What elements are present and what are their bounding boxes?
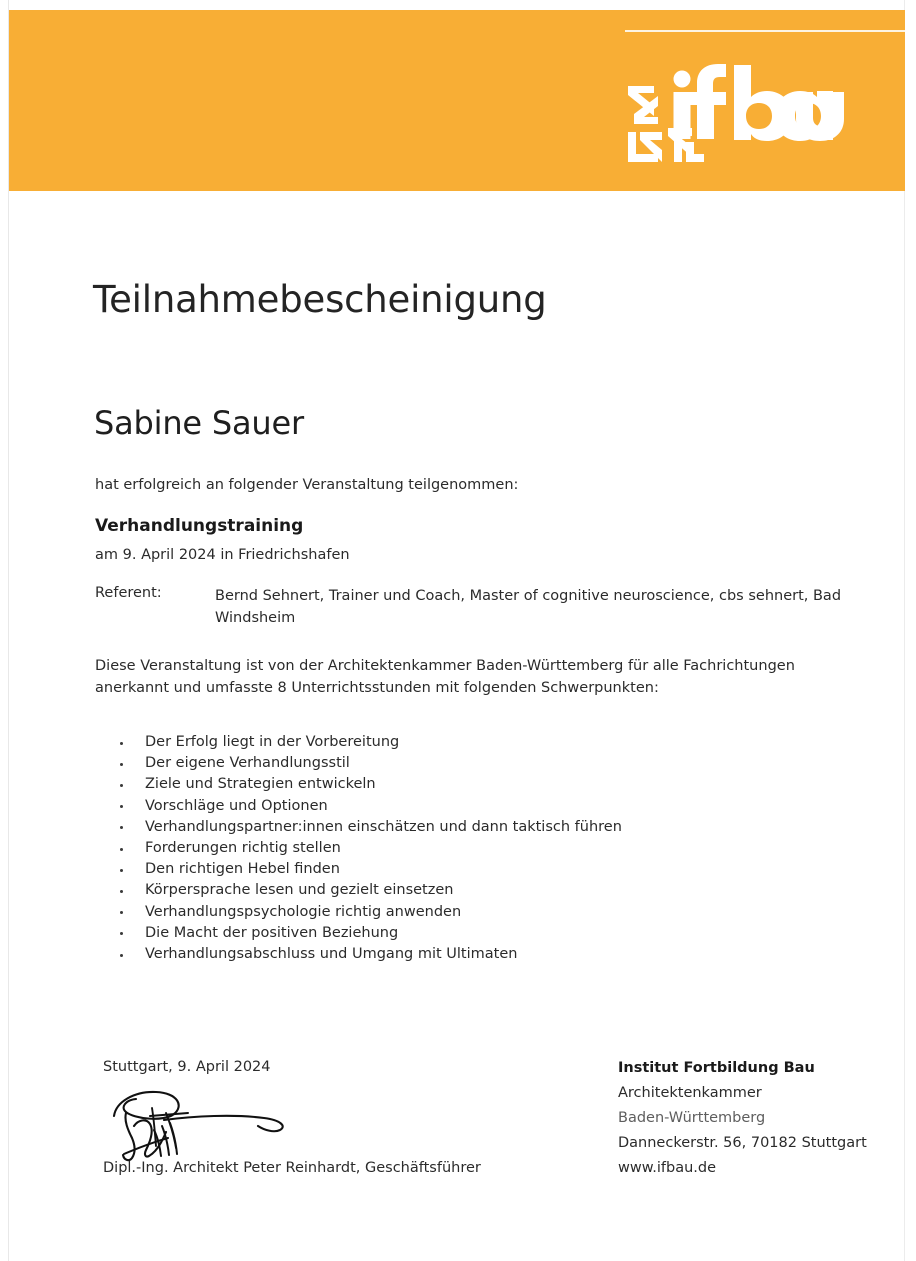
ifbau-logo	[628, 62, 853, 162]
speaker-value: Bernd Sehnert, Trainer und Coach, Master of cognitive neuroscience, cbs sehnert, Bad Windsheim	[215, 588, 842, 626]
course-title: Verhandlungstraining	[95, 516, 304, 536]
course-date-location: am 9. April 2024 in Friedrichshafen	[95, 547, 350, 563]
accreditation-paragraph: Diese Veranstaltung ist von der Architektenkammer Baden-Württemberg für alle Fachrichtungen anerkannt und umfasste 8 Unterrichtsstunden mit folgenden Schwerpunkten:	[95, 658, 795, 696]
list-item: Vorschläge und Optionen	[118, 796, 818, 817]
header-band	[9, 10, 905, 191]
page-title: Teilnahmebescheinigung	[93, 278, 547, 321]
header-rule	[625, 30, 905, 32]
institute-name: Institut Fortbildung Bau	[618, 1060, 815, 1076]
list-item: Ziele und Strategien entwickeln	[118, 774, 818, 795]
institute-street-city: Danneckerstr. 56, 70182 Stuttgart	[618, 1135, 867, 1151]
institute-line-2: Architektenkammer	[618, 1085, 762, 1101]
topics-list	[118, 732, 818, 965]
list-item: Verhandlungspsychologie richtig anwenden	[118, 902, 818, 923]
list-item: Forderungen richtig stellen	[118, 838, 818, 859]
intro-line: hat erfolgreich an folgender Veranstaltung teilgenommen:	[95, 477, 519, 493]
list-item: Der Erfolg liegt in der Vorbereitung	[118, 732, 818, 753]
participant-name: Sabine Sauer	[94, 404, 304, 442]
list-item: Die Macht der positiven Beziehung	[118, 923, 818, 944]
institute-website: www.ifbau.de	[618, 1160, 717, 1176]
signatory-caption: Dipl.-Ing. Architekt Peter Reinhardt, Geschäftsführer	[103, 1160, 481, 1176]
list-item: Der eigene Verhandlungsstil	[118, 753, 818, 774]
list-item: Verhandlungspartner:innen einschätzen und dann taktisch führen	[118, 817, 818, 838]
institute-line-3: Baden-Württemberg	[618, 1110, 766, 1126]
list-item: Körpersprache lesen und gezielt einsetzen	[118, 880, 818, 901]
speaker-label: Referent:	[95, 585, 162, 601]
institute-address-block	[618, 1056, 908, 1181]
signature-image	[104, 1086, 314, 1166]
list-item: Verhandlungsabschluss und Umgang mit Ultimaten	[118, 944, 818, 965]
list-item: Den richtigen Hebel finden	[118, 859, 818, 880]
signature-place-date: Stuttgart, 9. April 2024	[103, 1059, 271, 1075]
